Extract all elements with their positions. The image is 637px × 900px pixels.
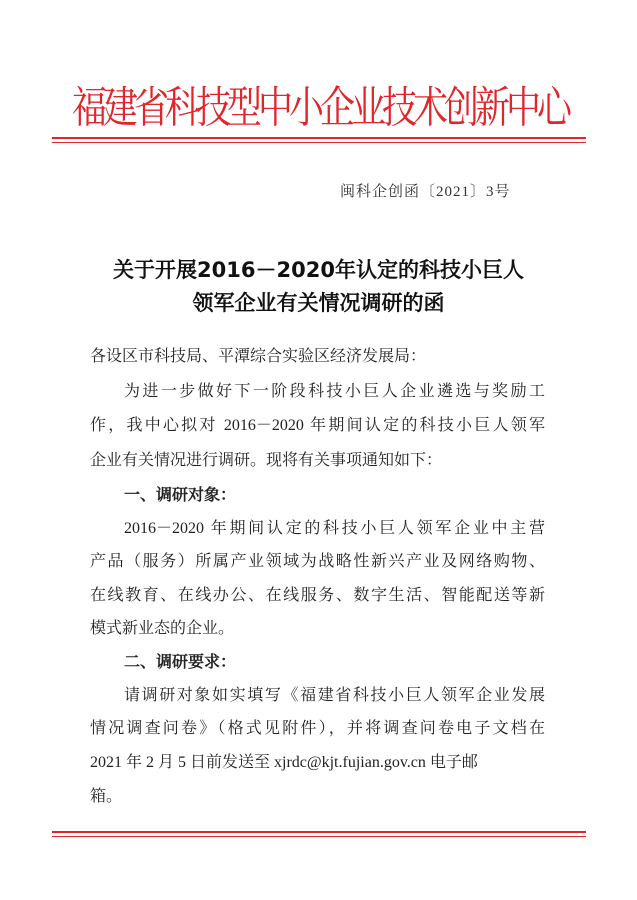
body-line: 产品（服务）所属产业领域为战略性新兴产业及网络购物、 [90,553,545,570]
footer-rule-bottom [52,836,586,837]
footer-rule-top [52,831,586,833]
body-line: 2021 年 2 月 5 日前发送至 xjrdc@kjt.fujian.gov.cn 电子邮 [90,754,478,771]
body-line: 2016－2020 年期间认定的科技小巨人领军企业中主营 [124,520,545,537]
header-rule-bottom [52,142,586,143]
body-line: 为进一步做好下一阶段科技小巨人企业遴选与奖励工 [124,383,545,400]
body-line: 企业有关情况进行调研。现将有关事项通知如下： [90,452,443,469]
body-line: 作，我中心拟对 2016－2020 年期间认定的科技小巨人领军 [90,417,545,434]
header-rule-top [52,137,586,139]
body-line: 箱。 [90,788,123,805]
title-line-1: 关于开展2016－2020年认定的科技小巨人 [113,258,524,282]
salutation: 各设区市科技局、平潭综合实验区经济发展局： [90,348,427,365]
body-line: 请调研对象如实填写《福建省科技小巨人领军企业发展 [124,687,545,704]
organization-header: 福建省科技型中小企业技术创新中心 [71,83,568,133]
body-line: 情况调查问卷》（格式见附件），并将调查问卷电子文档在 [90,720,545,737]
body-line: 在线教育、在线办公、在线服务、数字生活、智能配送等新 [90,587,545,604]
body-line: 模式新业态的企业。 [90,620,235,637]
title-line-2: 领军企业有关情况调研的函 [192,291,445,315]
section-heading-2: 二、调研要求： [124,652,237,671]
section-heading-1: 一、调研对象： [124,485,237,504]
document-number: 闽科企创函〔2021〕3号 [340,184,511,200]
